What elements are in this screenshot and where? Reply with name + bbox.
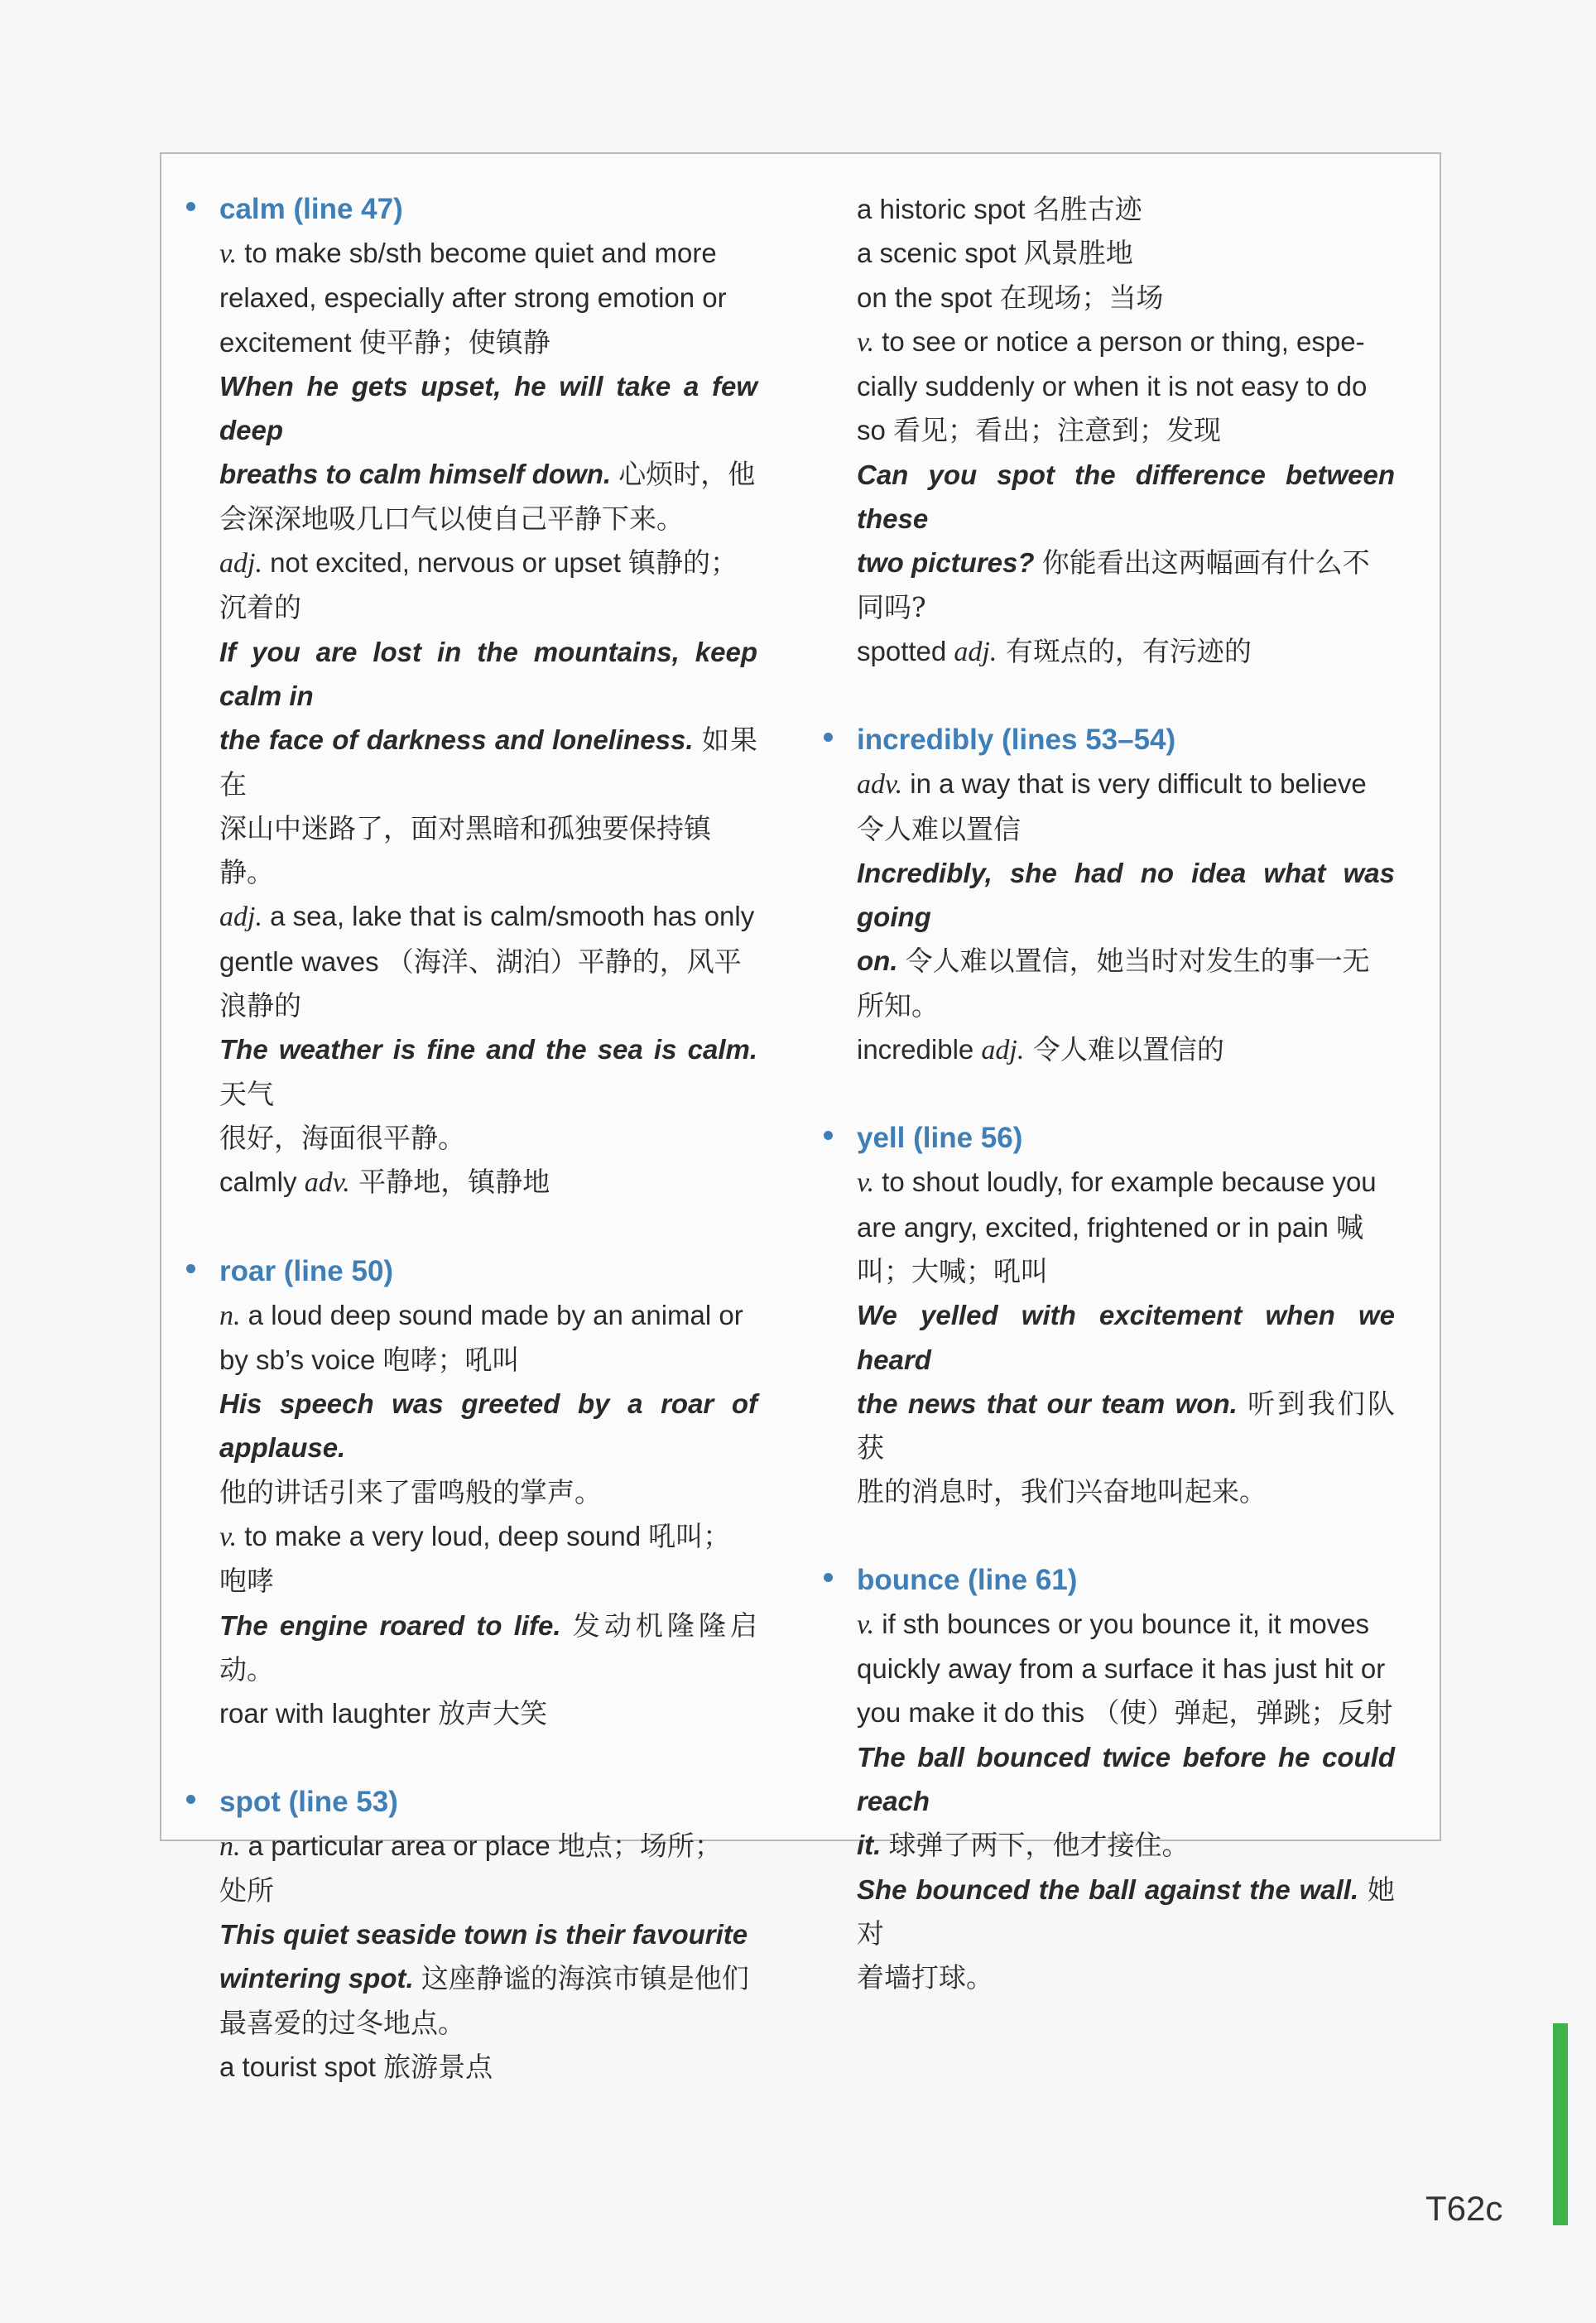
entry-line: 最喜爱的过冬地点。 xyxy=(219,2006,465,2039)
entry-line: 会深深地吸几口气以使自己平静下来。 xyxy=(219,502,684,535)
entry-line: v. to make a very loud, deep sound 吼叫； xyxy=(219,1520,731,1553)
entry-line: 沉着的 xyxy=(219,591,301,624)
left-column xyxy=(186,187,757,2133)
entry-line: n. a loud deep sound made by an animal or xyxy=(219,1299,743,1331)
entry-line: wintering spot. 这座静谧的海滨市镇是他们 xyxy=(219,1962,749,1995)
entry-line: so 看见；看出；注意到；发现 xyxy=(857,414,1222,447)
entry-line: 他的讲话引来了雷鸣般的掌声。 xyxy=(219,1475,602,1508)
bullet-icon xyxy=(824,1131,833,1140)
entry-line: v. if sth bounces or you bounce it, it moves xyxy=(857,1608,1370,1640)
entry-line: n. a particular area or place 地点；场所； xyxy=(219,1829,722,1862)
entry-line: Can you spot the difference between these xyxy=(857,459,1395,535)
section-tab xyxy=(1553,2023,1568,2225)
entry-line: spotted adj. 有斑点的，有污迹的 xyxy=(857,634,1252,667)
dictionary-entry xyxy=(186,1249,757,1736)
entry-line: incredible adj. 令人难以置信的 xyxy=(857,1033,1224,1066)
right-column xyxy=(824,187,1395,2043)
entry-line: 叫；大喊；吼叫 xyxy=(857,1254,1048,1287)
entry-headword: calm (line 47) xyxy=(186,187,757,231)
bullet-icon xyxy=(186,202,195,211)
bullet-icon xyxy=(186,1795,195,1804)
entry-line: v. to make sb/sth become quiet and more xyxy=(219,238,717,269)
entry-line: a historic spot 名胜古迹 xyxy=(857,193,1142,225)
entry-headword: yell (line 56) xyxy=(824,1116,1395,1160)
entry-line: 所知。 xyxy=(857,988,939,1022)
entry-line: 胜的消息时，我们兴奋地叫起来。 xyxy=(857,1475,1267,1508)
entry-line: 处所 xyxy=(219,1873,274,1907)
entry-line: The weather is fine and the sea is calm. 天气 xyxy=(219,1034,757,1110)
entry-line: 静。 xyxy=(219,856,274,889)
entry-headword: roar (line 50) xyxy=(186,1249,757,1293)
entry-line: This quiet seaside town is their favourite xyxy=(219,1919,748,1950)
entry-line: relaxed, especially after strong emotion or xyxy=(219,282,727,314)
dictionary-entry xyxy=(186,187,757,1205)
dictionary-entry xyxy=(824,718,1395,1072)
entry-line: roar with laughter 放声大笑 xyxy=(219,1697,548,1730)
entry-line: v. to shout loudly, for example because you xyxy=(857,1166,1377,1199)
entry-line: cially suddenly or when it is not easy to do xyxy=(857,371,1368,402)
entry-line: breaths to calm himself down. 心烦时，他 xyxy=(219,458,756,491)
entry-headword: bounce (line 61) xyxy=(824,1558,1395,1602)
entry-line: Incredibly, she had no idea what was going xyxy=(857,857,1395,933)
entry-line: 深山中迷路了，面对黑暗和孤独要保持镇 xyxy=(219,811,711,844)
entry-line: the news that our team won. 听到我们队获 xyxy=(857,1387,1395,1464)
dictionary-entry xyxy=(186,1780,757,2090)
bullet-icon xyxy=(824,1573,833,1582)
entry-line: the face of darkness and loneliness. 如果在 xyxy=(219,724,758,801)
dictionary-entry xyxy=(824,187,1395,674)
bullet-icon xyxy=(824,733,833,742)
vocabulary-box xyxy=(160,152,1441,2083)
entry-line: on the spot 在现场；当场 xyxy=(857,281,1164,314)
entry-line: two pictures? 你能看出这两幅画有什么不 xyxy=(857,546,1370,580)
entry-line: are angry, excited, frightened or in pain 喊 xyxy=(857,1210,1364,1243)
entry-line: you make it do this （使）弹起，弹跳；反射 xyxy=(857,1696,1393,1729)
entry-line: quickly away from a surface it has just hit or xyxy=(857,1653,1386,1685)
entry-line: If you are lost in the mountains, keep calm in xyxy=(219,636,757,711)
entry-line: it. 球弹了两下，他才接住。 xyxy=(857,1829,1190,1862)
entry-line: The engine roared to life. 发动机隆隆启动。 xyxy=(219,1609,758,1686)
entry-line: a tourist spot 旅游景点 xyxy=(219,2050,493,2083)
entry-line: v. to see or notice a person or thing, espe- xyxy=(857,325,1365,358)
entry-line: adv. in a way that is very difficult to believe xyxy=(857,768,1367,801)
entry-line: 令人难以置信 xyxy=(857,812,1021,845)
entry-headword: spot (line 53) xyxy=(186,1780,757,1824)
entry-line: She bounced the ball against the wall. 她对 xyxy=(857,1873,1395,1950)
entry-line: We yelled with excitement when we heard xyxy=(857,1300,1395,1375)
entry-line: gentle waves （海洋、湖泊）平静的，风平 xyxy=(219,945,742,978)
entry-line: adj. not excited, nervous or upset 镇静的； xyxy=(219,546,738,580)
entry-headword: incredibly (lines 53–54) xyxy=(824,718,1395,762)
entry-line: 浪静的 xyxy=(219,989,301,1022)
entry-line: When he gets upset, he will take a few deep xyxy=(219,370,757,446)
bullet-icon xyxy=(186,1264,195,1273)
dictionary-entry xyxy=(824,1558,1395,2000)
entry-line: calmly adv. 平静地，镇静地 xyxy=(219,1166,550,1199)
entry-line: 很好，海面很平静。 xyxy=(219,1121,465,1154)
page-number: T62c xyxy=(1425,2189,1503,2228)
entry-line: 着墙打球。 xyxy=(857,1961,993,1994)
entry-line: on. 令人难以置信，她当时对发生的事一无 xyxy=(857,945,1370,978)
entry-line: excitement 使平静；使镇静 xyxy=(219,325,550,358)
entry-line: 同吗? xyxy=(857,590,926,623)
entry-line: adj. a sea, lake that is calm/smooth has only xyxy=(219,901,755,933)
entry-line: 咆哮 xyxy=(219,1565,274,1598)
entry-line: His speech was greeted by a roar of applause. xyxy=(219,1388,757,1464)
entry-line: The ball bounced twice before he could reach xyxy=(857,1741,1395,1816)
entry-line: by sb’s voice 咆哮；吼叫 xyxy=(219,1343,520,1376)
entry-line: a scenic spot 风景胜地 xyxy=(857,237,1133,270)
dictionary-entry xyxy=(824,1116,1395,1513)
